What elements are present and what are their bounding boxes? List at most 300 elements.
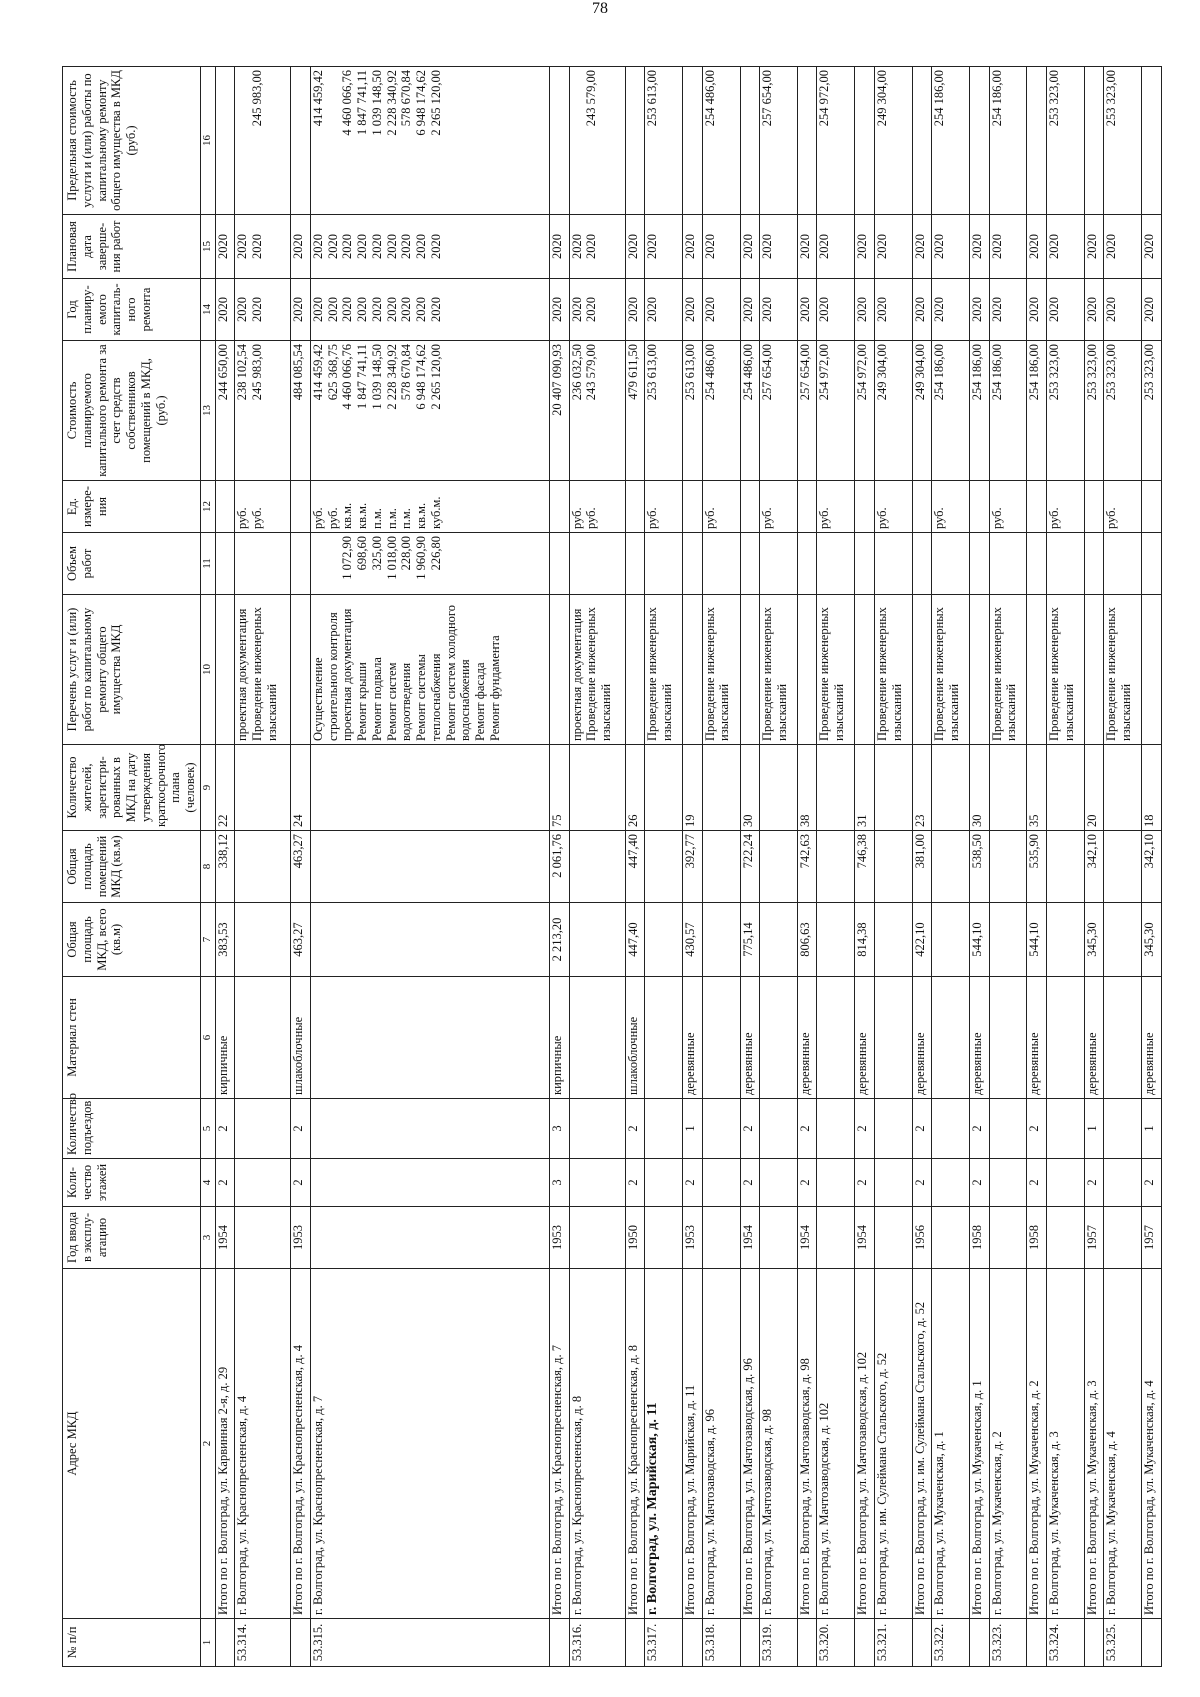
cell-line: 2020 xyxy=(310,297,325,322)
cell-line xyxy=(817,536,832,591)
cell-line: 254 186,00 xyxy=(970,344,985,401)
cell-wall: шлакоблочные xyxy=(625,977,645,1099)
cell-line: 2020 xyxy=(384,234,399,259)
cell-line: 254 186,00 xyxy=(1027,344,1042,401)
cell-num xyxy=(855,1619,875,1667)
cell-residents: 31 xyxy=(855,745,875,831)
cell-wall: деревянные xyxy=(1027,977,1047,1099)
cell-area-prem: 338,12 xyxy=(215,831,235,903)
column-number: 6 xyxy=(200,977,215,1099)
cell-costs xyxy=(970,341,990,481)
cell-volumes xyxy=(683,533,703,595)
cell-line: 2020 xyxy=(1046,297,1061,322)
cell-line: Осуществление строительного контроля xyxy=(310,612,340,741)
cell-entr xyxy=(932,1099,970,1159)
cell-floors xyxy=(235,1159,291,1207)
cell-line: п.м. xyxy=(399,508,414,529)
cell-limits xyxy=(932,67,970,215)
cell-line xyxy=(1047,536,1062,591)
cell-line: 2020 xyxy=(250,234,265,259)
table-row-item xyxy=(817,67,855,1667)
cell-line xyxy=(311,536,326,591)
cell-num xyxy=(1142,1619,1162,1667)
cell-line: Проведение инженерных изысканий xyxy=(250,607,279,741)
cell-limits xyxy=(291,67,311,215)
cell-wall xyxy=(760,977,798,1099)
cell-addr: г. Волгоград, ул. Мукаченская, д. 1 xyxy=(932,1269,970,1619)
cell-line xyxy=(760,536,775,591)
cell-line: 2020 xyxy=(912,234,927,259)
cell-line: 2020 xyxy=(989,297,1004,322)
column-number: 2 xyxy=(200,1269,215,1619)
cell-end-date xyxy=(625,215,645,279)
cell-area-total: 430,57 xyxy=(683,903,703,977)
cell-end-date xyxy=(1104,215,1142,279)
cell-wall xyxy=(932,977,970,1099)
cell-area-total xyxy=(310,903,549,977)
cell-limits xyxy=(1027,67,1047,215)
cell-end-date xyxy=(683,215,703,279)
cell-year: 1950 xyxy=(625,1207,645,1269)
cell-wall xyxy=(702,977,740,1099)
cell-end-date xyxy=(970,215,990,279)
column-header: Общая площадь помещений МКД (кв.м) xyxy=(63,831,201,903)
cell-addr: Итого по г. Волгоград, ул. Мукаченская, д. 1 xyxy=(970,1269,990,1619)
cell-line: 2020 xyxy=(325,234,340,259)
cell-residents: 23 xyxy=(912,745,932,831)
cell-area-total: 544,10 xyxy=(970,903,990,977)
column-number: 4 xyxy=(200,1159,215,1207)
cell-end-date xyxy=(740,215,760,279)
cell-costs xyxy=(291,341,311,481)
cell-end-date xyxy=(855,215,875,279)
cell-wall xyxy=(310,977,549,1099)
cell-works xyxy=(310,595,549,745)
cell-area-prem: 746,38 xyxy=(855,831,875,903)
cell-residents xyxy=(569,745,625,831)
cell-units xyxy=(989,481,1027,533)
cell-costs xyxy=(989,341,1027,481)
column-header: Объем работ xyxy=(63,533,201,595)
column-number: 10 xyxy=(200,595,215,745)
cell-line: 2020 xyxy=(250,297,265,322)
cell-addr: г. Волгоград, ул. Краснопресненская, д. 8 xyxy=(569,1269,625,1619)
table-row-total xyxy=(1027,67,1047,1667)
cell-line xyxy=(570,70,585,211)
cell-line: руб. xyxy=(250,507,265,529)
cell-volumes xyxy=(645,533,683,595)
cell-wall xyxy=(1046,977,1084,1099)
cell-area-total: 463,27 xyxy=(291,903,311,977)
cell-line: 578 670,84 xyxy=(399,344,414,401)
cell-line: 249 304,00 xyxy=(874,70,889,127)
cell-limits xyxy=(645,67,683,215)
cell-wall: кирпичные xyxy=(215,977,235,1099)
cell-works xyxy=(702,595,740,745)
cell-year: 1953 xyxy=(291,1207,311,1269)
cell-works xyxy=(683,595,703,745)
cell-units xyxy=(912,481,932,533)
cell-num xyxy=(797,1619,817,1667)
cell-line: 2020 xyxy=(912,297,927,322)
cell-area-total xyxy=(569,903,625,977)
cell-line: Ремонт системы теплоснабжения xyxy=(414,653,443,741)
cell-wall xyxy=(874,977,912,1099)
cell-units xyxy=(855,481,875,533)
cell-area-prem xyxy=(645,831,683,903)
cell-line xyxy=(703,536,718,591)
cell-costs xyxy=(215,341,235,481)
column-number: 13 xyxy=(200,341,215,481)
cell-wall: деревянные xyxy=(1084,977,1104,1099)
cell-year xyxy=(645,1207,683,1269)
cell-num xyxy=(625,1619,645,1667)
cell-line: 325,00 xyxy=(369,536,384,571)
cell-line: 2020 xyxy=(1142,234,1157,259)
cell-line xyxy=(1104,536,1119,591)
cell-line: Проведение инженерных изысканий xyxy=(932,607,961,741)
cell-plan-year xyxy=(1104,279,1142,341)
cell-floors xyxy=(932,1159,970,1207)
cell-units xyxy=(645,481,683,533)
cell-area-total xyxy=(702,903,740,977)
cell-residents: 35 xyxy=(1027,745,1047,831)
cell-line: 2020 xyxy=(683,297,698,322)
cell-line: 484 085,54 xyxy=(291,344,306,401)
cell-line: руб. xyxy=(1104,507,1119,529)
cell-plan-year xyxy=(702,279,740,341)
cell-line: руб. xyxy=(569,507,584,529)
cell-line: 2020 xyxy=(325,297,340,322)
cell-wall xyxy=(817,977,855,1099)
cell-volumes xyxy=(235,533,291,595)
cell-works xyxy=(740,595,760,745)
cell-line: 2020 xyxy=(797,234,812,259)
cell-costs xyxy=(702,341,740,481)
cell-works xyxy=(569,595,625,745)
cell-volumes xyxy=(874,533,912,595)
table-row-item xyxy=(702,67,740,1667)
cell-volumes xyxy=(1142,533,1162,595)
cell-volumes xyxy=(760,533,798,595)
cell-residents: 24 xyxy=(291,745,311,831)
cell-floors: 2 xyxy=(683,1159,703,1207)
cell-line: 2020 xyxy=(310,234,325,259)
cell-limits xyxy=(550,67,570,215)
cell-area-prem xyxy=(1046,831,1084,903)
cell-year: 1958 xyxy=(970,1207,990,1269)
cell-line: 257 654,00 xyxy=(797,344,812,401)
cell-line: 2020 xyxy=(399,234,414,259)
cell-limits xyxy=(569,67,625,215)
cell-line: 2020 xyxy=(355,234,370,259)
cell-volumes xyxy=(932,533,970,595)
cell-residents: 30 xyxy=(740,745,760,831)
cell-units xyxy=(874,481,912,533)
cell-line: Проведение инженерных изысканий xyxy=(1104,607,1134,741)
cell-floors: 2 xyxy=(1142,1159,1162,1207)
cell-addr: г. Волгоград, ул. Мукаченская, д. 2 xyxy=(989,1269,1027,1619)
cell-line: 2020 xyxy=(855,297,870,322)
cell-addr: Итого по г. Волгоград, ул. Краснопресненская, д. 7 xyxy=(550,1269,570,1619)
cell-wall xyxy=(1104,977,1142,1099)
cell-line: 2020 xyxy=(970,234,985,259)
table-row-item xyxy=(1046,67,1084,1667)
cell-plan-year xyxy=(932,279,970,341)
cell-costs xyxy=(1027,341,1047,481)
cell-line: 253 323,00 xyxy=(1046,70,1061,127)
cell-area-total: 345,30 xyxy=(1142,903,1162,977)
cell-year: 1957 xyxy=(1084,1207,1104,1269)
cell-line: руб. xyxy=(760,507,775,529)
cell-works xyxy=(970,595,990,745)
cell-residents xyxy=(310,745,549,831)
cell-line: 2020 xyxy=(932,297,947,322)
cell-addr: Итого по г. Волгоград, ул. Мукаченская, д. 4 xyxy=(1142,1269,1162,1619)
cell-line: 625 368,75 xyxy=(325,344,340,401)
cell-line: 253 323,00 xyxy=(1104,344,1119,401)
cell-units xyxy=(1104,481,1142,533)
cell-floors: 2 xyxy=(912,1159,932,1207)
cell-area-total: 806,63 xyxy=(797,903,817,977)
cell-line: 2020 xyxy=(428,234,443,259)
cell-works xyxy=(874,595,912,745)
cell-line: 2020 xyxy=(702,297,717,322)
cell-line: руб. xyxy=(702,507,717,529)
column-number: 12 xyxy=(200,481,215,533)
cell-line: 2020 xyxy=(797,297,812,322)
cell-line: 414 459,42 xyxy=(310,70,325,127)
cell-line: 2020 xyxy=(355,297,370,322)
cell-limits xyxy=(797,67,817,215)
cell-line: 2020 xyxy=(1104,234,1119,259)
cell-floors xyxy=(1046,1159,1084,1207)
cell-floors: 2 xyxy=(740,1159,760,1207)
table-row-item xyxy=(932,67,970,1667)
table-row-total xyxy=(970,67,990,1667)
cell-floors: 2 xyxy=(855,1159,875,1207)
cell-line: 254 972,00 xyxy=(855,344,870,401)
cell-line: Проведение инженерных изысканий xyxy=(817,607,847,741)
cell-area-prem xyxy=(932,831,970,903)
cell-volumes xyxy=(1084,533,1104,595)
column-header: № п/п xyxy=(63,1619,201,1667)
cell-line: руб. xyxy=(817,507,832,529)
cell-area-prem: 722,24 xyxy=(740,831,760,903)
cell-line: 2020 xyxy=(369,297,384,322)
cell-line: 254 186,00 xyxy=(932,344,947,401)
cell-addr: г. Волгоград, ул. Краснопресненская, д. 7 xyxy=(310,1269,549,1619)
cell-limits xyxy=(1084,67,1104,215)
cell-floors xyxy=(874,1159,912,1207)
cell-line: руб. xyxy=(310,507,325,529)
cell-end-date xyxy=(932,215,970,279)
cell-area-prem: 342,10 xyxy=(1142,831,1162,903)
cell-costs xyxy=(310,341,549,481)
cell-num xyxy=(291,1619,311,1667)
cell-limits xyxy=(1046,67,1084,215)
cell-num: 53.314. xyxy=(235,1619,291,1667)
cell-area-prem xyxy=(1104,831,1142,903)
cell-limits xyxy=(683,67,703,215)
cell-line: 1 018,00 xyxy=(384,536,399,580)
cell-area-prem: 342,10 xyxy=(1084,831,1104,903)
cell-entr: 2 xyxy=(855,1099,875,1159)
cell-plan-year xyxy=(874,279,912,341)
cell-works xyxy=(1142,595,1162,745)
cell-line: 2020 xyxy=(291,234,306,259)
column-header: Количество жителей, зарегистри-рованных в МКД на дату утверждения краткосрочного плана (человек) xyxy=(63,745,201,831)
cell-volumes xyxy=(912,533,932,595)
cell-area-total: 345,30 xyxy=(1084,903,1104,977)
cell-wall xyxy=(569,977,625,1099)
cell-residents: 75 xyxy=(550,745,570,831)
cell-line: 253 613,00 xyxy=(645,344,660,401)
cell-area-total: 775,14 xyxy=(740,903,760,977)
cell-end-date xyxy=(874,215,912,279)
cell-plan-year xyxy=(855,279,875,341)
cell-floors xyxy=(645,1159,683,1207)
cell-end-date xyxy=(310,215,549,279)
cell-entr xyxy=(760,1099,798,1159)
cell-year xyxy=(702,1207,740,1269)
cell-year: 1954 xyxy=(797,1207,817,1269)
cell-line: 2020 xyxy=(428,297,443,322)
cell-floors: 2 xyxy=(215,1159,235,1207)
cell-costs xyxy=(625,341,645,481)
cell-wall xyxy=(645,977,683,1099)
cell-year xyxy=(874,1207,912,1269)
cell-num xyxy=(1084,1619,1104,1667)
cell-num: 53.324. xyxy=(1046,1619,1084,1667)
cell-area-prem xyxy=(569,831,625,903)
cell-line: Ремонт крыши xyxy=(355,662,370,741)
cell-area-total: 544,10 xyxy=(1027,903,1047,977)
cell-area-total xyxy=(1104,903,1142,977)
cell-units xyxy=(932,481,970,533)
cell-line: 253 323,00 xyxy=(1104,70,1119,127)
cell-line: руб. xyxy=(874,507,889,529)
cell-plan-year xyxy=(1046,279,1084,341)
cell-num: 53.318. xyxy=(702,1619,740,1667)
cell-area-total xyxy=(817,903,855,977)
cell-units xyxy=(970,481,990,533)
cell-line: проектная документация xyxy=(235,608,250,741)
cell-residents: 22 xyxy=(215,745,235,831)
cell-floors xyxy=(702,1159,740,1207)
column-header: Год планиру-емого капиталь-ного ремонта xyxy=(63,279,201,341)
cell-num xyxy=(740,1619,760,1667)
cell-year: 1956 xyxy=(912,1207,932,1269)
cell-volumes xyxy=(1104,533,1142,595)
cell-line: Проведение инженерных изысканий xyxy=(874,607,904,741)
cell-units xyxy=(215,481,235,533)
cell-line: 2020 xyxy=(235,234,250,259)
cell-line: 2020 xyxy=(215,234,230,259)
table-row-total xyxy=(1084,67,1104,1667)
cell-volumes xyxy=(855,533,875,595)
cell-plan-year xyxy=(1084,279,1104,341)
cell-line: 236 032,50 xyxy=(569,344,584,401)
cell-area-total xyxy=(235,903,291,977)
cell-addr: Итого по г. Волгоград, ул. Мачтозаводская, д. 98 xyxy=(797,1269,817,1619)
cell-end-date xyxy=(702,215,740,279)
cell-floors: 2 xyxy=(1084,1159,1104,1207)
column-number: 7 xyxy=(200,903,215,977)
cell-costs xyxy=(683,341,703,481)
cell-line: 2020 xyxy=(414,297,429,322)
cell-line: куб.м. xyxy=(428,496,443,529)
cell-num: 53.316. xyxy=(569,1619,625,1667)
cell-costs xyxy=(1104,341,1142,481)
cell-line: 254 186,00 xyxy=(932,70,947,127)
cell-area-prem: 2 061,76 xyxy=(550,831,570,903)
table-row-total xyxy=(855,67,875,1667)
cell-line: 2020 xyxy=(874,297,889,322)
cell-costs xyxy=(1142,341,1162,481)
cell-limits xyxy=(1142,67,1162,215)
column-number: 9 xyxy=(200,745,215,831)
column-header: Адрес МКД xyxy=(63,1269,201,1619)
cell-end-date xyxy=(797,215,817,279)
cell-num: 53.322. xyxy=(932,1619,970,1667)
cell-plan-year xyxy=(645,279,683,341)
cell-line: руб. xyxy=(989,507,1004,529)
cell-floors: 2 xyxy=(1027,1159,1047,1207)
cell-addr: г. Волгоград, ул. Мачтозаводская, д. 102 xyxy=(817,1269,855,1619)
cell-end-date xyxy=(1084,215,1104,279)
cell-units xyxy=(683,481,703,533)
cell-line: 2020 xyxy=(384,297,399,322)
column-number: 15 xyxy=(200,215,215,279)
cell-units xyxy=(760,481,798,533)
cell-entr: 2 xyxy=(740,1099,760,1159)
cell-end-date xyxy=(1142,215,1162,279)
cell-wall: деревянные xyxy=(1142,977,1162,1099)
cell-residents xyxy=(645,745,683,831)
cell-line: п.м. xyxy=(384,508,399,529)
cell-works xyxy=(645,595,683,745)
cell-residents: 30 xyxy=(970,745,990,831)
cell-volumes xyxy=(702,533,740,595)
cell-limits xyxy=(740,67,760,215)
cell-residents xyxy=(989,745,1027,831)
cell-line: Ремонт систем водоотведения xyxy=(384,662,414,741)
cell-entr: 2 xyxy=(1027,1099,1047,1159)
cell-end-date xyxy=(235,215,291,279)
cell-floors: 2 xyxy=(970,1159,990,1207)
cell-line: 2020 xyxy=(1084,297,1099,322)
cell-area-prem: 742,63 xyxy=(797,831,817,903)
cell-line: 254 972,00 xyxy=(817,70,832,127)
column-header: Стоимость планируемого капитального ремонта за счет средств собственников помещений в МКД, (руб.) xyxy=(63,341,201,481)
cell-units xyxy=(702,481,740,533)
cell-addr: г. Волгоград, ул. Мачтозаводская, д. 98 xyxy=(760,1269,798,1619)
cell-line: п.м. xyxy=(369,508,384,529)
cell-area-prem xyxy=(989,831,1027,903)
cell-entr xyxy=(702,1099,740,1159)
cell-line xyxy=(584,536,599,591)
cell-year: 1957 xyxy=(1142,1207,1162,1269)
cell-line: 2 228 340,92 xyxy=(384,70,399,136)
cell-line: 2020 xyxy=(740,234,755,259)
table-row-total xyxy=(625,67,645,1667)
cell-works xyxy=(797,595,817,745)
cell-line: 2020 xyxy=(874,234,889,259)
cell-line: 2020 xyxy=(817,297,832,322)
cell-area-prem: 381,00 xyxy=(912,831,932,903)
cell-costs xyxy=(817,341,855,481)
